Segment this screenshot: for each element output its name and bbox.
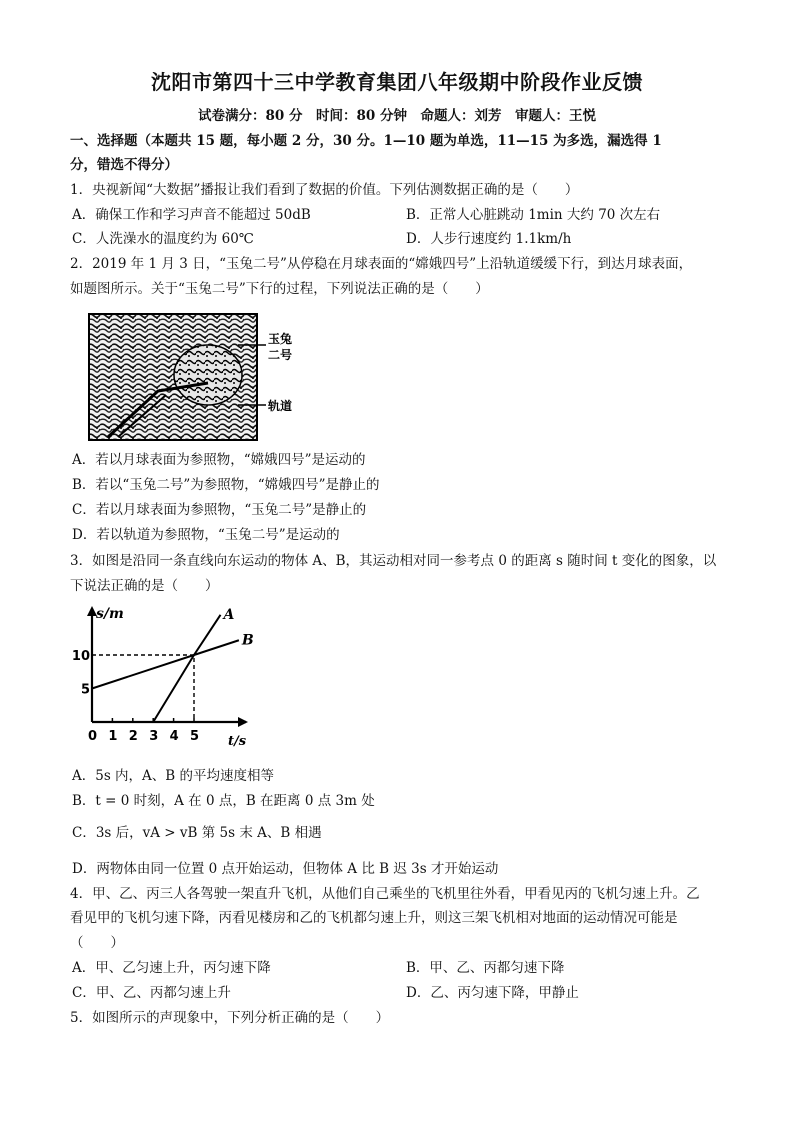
x-tick-label: 2 bbox=[128, 729, 138, 744]
section-heading-line2: 分，错选不得分） bbox=[70, 157, 178, 173]
q1-stem: 1．央视新闻“大数据”播报让我们看到了数据的价值。下列估测数据正确的是（ ） bbox=[70, 182, 579, 198]
x-tick-label: 1 bbox=[108, 729, 118, 744]
q1-option-d: D．人步行速度约 1.1km/h bbox=[406, 231, 572, 247]
x-tick-label: 4 bbox=[169, 729, 179, 744]
exam-meta: 试卷满分：80 分 时间：80 分钟 命题人：刘芳 审题人：王悦 bbox=[198, 108, 596, 124]
st-graph-figure bbox=[71, 602, 268, 752]
x-tick-label: 3 bbox=[149, 729, 159, 744]
q3-option-d: D．两物体由同一位置 0 点开始运动，但物体 A 比 B 迟 3s 才开始运动 bbox=[72, 861, 499, 877]
q4-option-a: A．甲、乙匀速上升，丙匀速下降 bbox=[72, 960, 271, 976]
x-axis-arrow bbox=[238, 717, 248, 727]
moon-rover-photo bbox=[88, 313, 318, 441]
q3-stem-line2: 下说法正确的是（ ） bbox=[70, 578, 219, 594]
q2-stem-line1: 2．2019 年 1 月 3 日，“玉兔二号”从停稳在月球表面的“嫦娥四号”上沿轨道缓缓下行，到达月球表面， bbox=[70, 256, 693, 272]
q4-option-d: D．乙、丙匀速下降，甲静止 bbox=[406, 985, 579, 1001]
section-heading-line1: 一、选择题（本题共 15 题，每小题 2 分，30 分。1—10 题为单选，11—15 为多选，漏选得 1 bbox=[70, 133, 662, 149]
st-graph bbox=[71, 602, 268, 749]
q3-stem-line1: 3．如图是沿同一条直线向东运动的物体 A、B，其运动相对同一参考点 0 的距离 s 随时间 t 变化的图象，以 bbox=[70, 553, 717, 569]
q5-stem: 5．如图所示的声现象中，下列分析正确的是（ ） bbox=[70, 1010, 390, 1026]
series-line-B bbox=[92, 640, 239, 688]
q2-option-a: A．若以月球表面为参照物，“嫦娥四号”是运动的 bbox=[72, 452, 366, 468]
fig-label-erhao: 二号 bbox=[268, 348, 293, 362]
q4-stem-line2: 看见甲的飞机匀速下降，丙看见楼房和乙的飞机都匀速上升，则这三架飞机相对地面的运动情况可能是 bbox=[70, 910, 678, 926]
q2-option-d: D．若以轨道为参照物，“玉兔二号”是运动的 bbox=[72, 527, 340, 543]
q3-option-a: A．5s 内，A、B 的平均速度相等 bbox=[72, 768, 275, 784]
dashed-guide bbox=[92, 655, 194, 722]
x-tick-label: 5 bbox=[190, 729, 200, 744]
y-tick-label: 5 bbox=[80, 682, 90, 698]
series-label-A: A bbox=[223, 606, 235, 623]
q2-option-c: C．若以月球表面为参照物，“玉兔二号”是静止的 bbox=[72, 502, 367, 518]
x-axis-label: t/s bbox=[228, 734, 247, 749]
y-tick-label: 10 bbox=[71, 649, 90, 664]
page-title: 沈阳市第四十三中学教育集团八年级期中阶段作业反馈 bbox=[151, 70, 643, 94]
fig-label-yutu: 玉兔 bbox=[268, 332, 293, 346]
y-axis-label: s/m bbox=[96, 606, 124, 622]
q4-option-b: B．甲、乙、丙都匀速下降 bbox=[406, 960, 565, 976]
q4-option-c: C．甲、乙、丙都匀速上升 bbox=[72, 985, 231, 1001]
q1-option-c: C．人洗澡水的温度约为 60℃ bbox=[72, 231, 254, 247]
fig-label-track: 轨道 bbox=[268, 399, 293, 413]
series-label-B: B bbox=[241, 632, 254, 649]
x-tick-label: 0 bbox=[88, 729, 98, 744]
q4-stem-line1: 4．甲、乙、丙三人各驾驶一架直升飞机，从他们自己乘坐的飞机里往外看，甲看见丙的飞机匀速上升。乙 bbox=[70, 886, 700, 902]
q1-option-b: B．正常人心脏跳动 1min 大约 70 次左右 bbox=[406, 207, 661, 223]
q3-option-b: B．t = 0 时刻，A 在 0 点，B 在距离 0 点 3m 处 bbox=[72, 793, 375, 809]
q3-option-c: C．3s 后，vA > vB 第 5s 末 A、B 相遇 bbox=[72, 825, 322, 841]
moon-rover-figure bbox=[88, 313, 318, 445]
q1-option-a: A．确保工作和学习声音不能超过 50dB bbox=[72, 207, 311, 223]
q2-option-b: B．若以“玉兔二号”为参照物，“嫦娥四号”是静止的 bbox=[72, 477, 380, 493]
q4-stem-line3: （ ） bbox=[70, 935, 124, 951]
series-line-A bbox=[153, 615, 220, 722]
q2-stem-line2: 如题图所示。关于“玉兔二号”下行的过程，下列说法正确的是（ ） bbox=[70, 281, 489, 297]
